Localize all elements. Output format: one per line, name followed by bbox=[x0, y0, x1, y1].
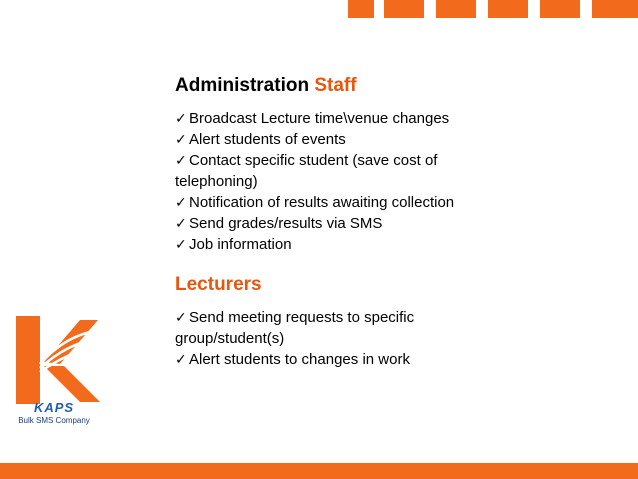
logo-tagline: Bulk SMS Company bbox=[18, 416, 90, 425]
admin-heading-part1: Administration bbox=[175, 75, 315, 96]
admin-list bbox=[175, 108, 455, 255]
check-icon: ✓ bbox=[175, 236, 187, 252]
list-item: ✓ Alert students to changes in work bbox=[175, 351, 410, 368]
lecturers-heading: Lecturers bbox=[175, 274, 262, 295]
list-item: ✓ Contact specific student (save cost of telephoning) bbox=[175, 152, 438, 190]
check-icon: ✓ bbox=[175, 110, 187, 126]
check-icon: ✓ bbox=[175, 152, 187, 168]
slide-content bbox=[175, 74, 455, 370]
list-item: ✓ Send grades/results via SMS bbox=[175, 215, 383, 232]
check-icon: ✓ bbox=[175, 309, 187, 325]
lecturers-section bbox=[175, 273, 455, 370]
check-icon: ✓ bbox=[175, 215, 187, 231]
list-item: ✓ Send meeting requests to specific group/student(s) bbox=[175, 309, 415, 347]
list-item: ✓ Broadcast Lecture time\venue changes bbox=[175, 110, 450, 127]
bottom-bar bbox=[0, 463, 638, 479]
logo-text bbox=[8, 401, 100, 426]
check-icon: ✓ bbox=[175, 194, 187, 210]
lecturers-list bbox=[175, 307, 455, 370]
check-icon: ✓ bbox=[175, 131, 187, 147]
list-item: ✓ Notification of results awaiting collection bbox=[175, 194, 455, 211]
list-item: ✓ Job information bbox=[175, 236, 292, 253]
logo-name: KAPS bbox=[33, 400, 75, 415]
top-stripes-decoration bbox=[348, 0, 638, 18]
admin-heading-accent: Staff bbox=[314, 75, 357, 96]
admin-heading bbox=[175, 74, 455, 98]
check-icon: ✓ bbox=[175, 351, 187, 367]
list-item: ✓ Alert students of events bbox=[175, 131, 346, 148]
